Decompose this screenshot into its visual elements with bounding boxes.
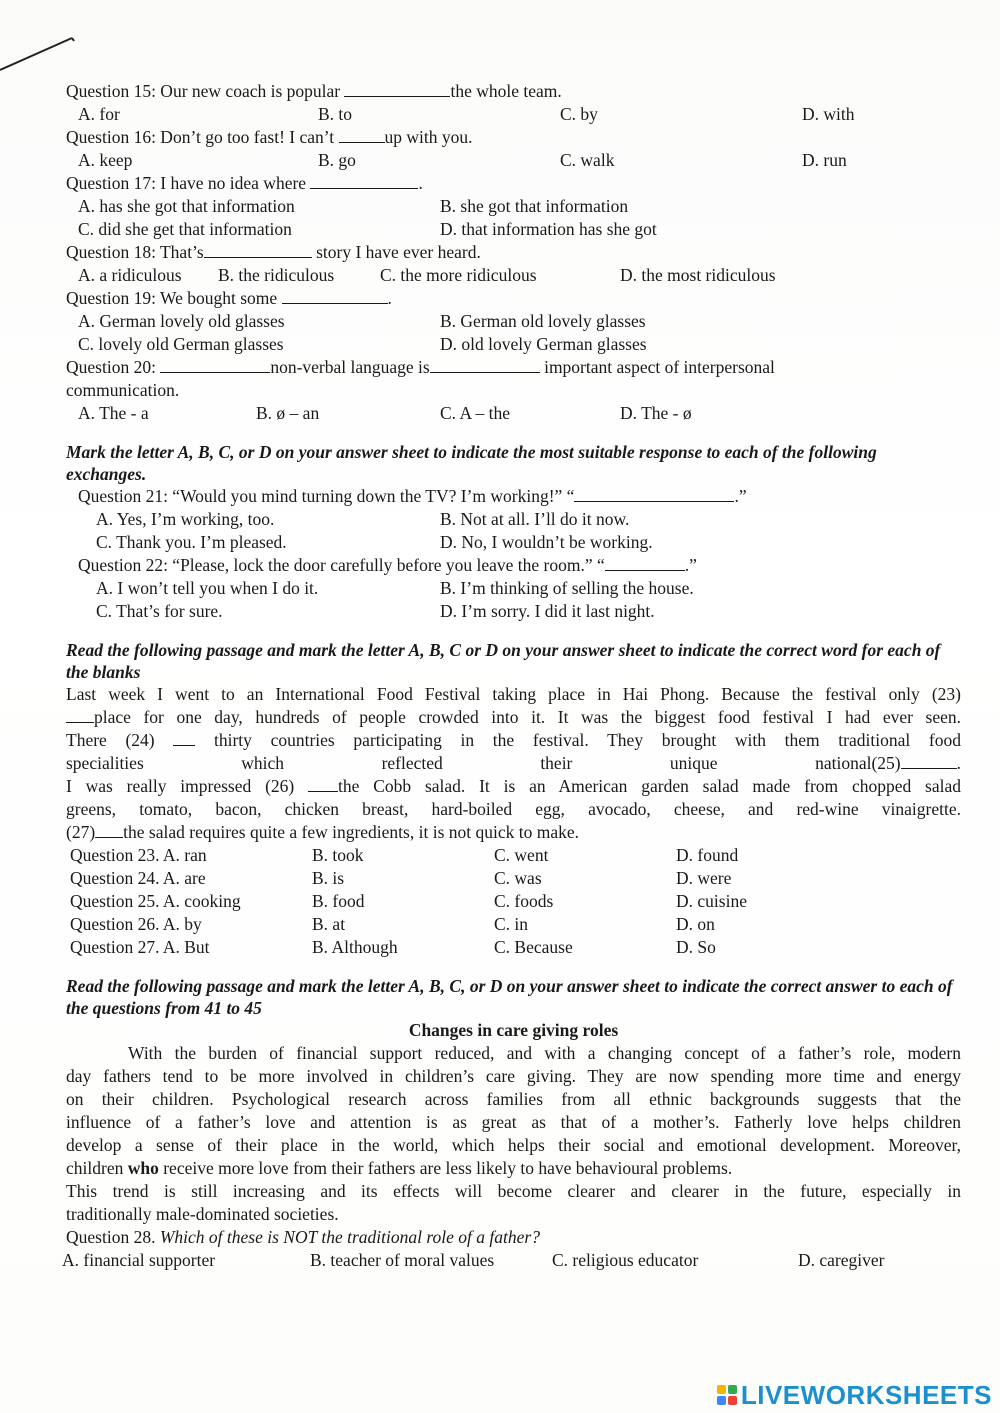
option-b: B. to (318, 104, 353, 124)
option-c: C. walk (560, 150, 615, 170)
option-b: B. I’m thinking of selling the house. (440, 578, 694, 598)
option-b: B. Not at all. I’ll do it now. (440, 509, 630, 529)
question-21-stem: Question 21: “Would you mind turning down the TV? I’m working!” “ .” (78, 486, 747, 506)
question-22-options-row-1 (66, 577, 961, 600)
question-27-option-c: C. Because (494, 937, 573, 957)
passage-line-8: traditionally male-dominated societies. (66, 1204, 339, 1224)
option-d: D. run (802, 150, 847, 170)
question-25-option-c: C. foods (494, 891, 554, 911)
passage-line-3: on their children. Psychological research across families from all ethnic backgrounds suggests that the (66, 1089, 961, 1109)
question-26-option-c: C. in (494, 914, 529, 934)
option-d: D. with (802, 104, 855, 124)
worksheet-content (62, 80, 961, 1272)
answer-blank (344, 80, 450, 97)
passage-line-2: day fathers tend to be more involved in children’s care giving. They are now spending more time and energy (66, 1066, 961, 1086)
question-28-stem: Question 28. Which of these is NOT the traditional role of a father? (66, 1227, 540, 1247)
question-18-stem: Question 18: That’s story I have ever heard. (66, 242, 481, 262)
question-17-options-row-1 (66, 195, 961, 218)
question-25-option-b: B. food (312, 891, 365, 911)
question-27-options (66, 936, 961, 959)
question-23-option-a: Question 23. A. ran (70, 845, 207, 865)
question-25-options (66, 890, 961, 913)
option-a: A. Yes, I’m working, too. (96, 509, 275, 529)
answer-blank-23 (66, 706, 94, 723)
answer-blank-24 (173, 729, 195, 746)
question-23-option-d: D. found (676, 845, 739, 865)
page-corner-fold-mark (0, 0, 90, 80)
answer-blank (339, 126, 385, 143)
question-23-option-c: C. went (494, 845, 549, 865)
question-25-option-a: Question 25. A. cooking (70, 891, 241, 911)
passage-line-6: children who receive more love from their fathers are less likely to have behavioural problems. (66, 1158, 733, 1178)
passage-line-7: This trend is still increasing and its effects will become clearer and clearer in the future, especially in (66, 1181, 961, 1201)
option-d: D. that information has she got (440, 219, 657, 239)
cloze-line-6: greens, tomato, bacon, chicken breast, hard-boiled egg, avocado, cheese, and red-wine vinaigrette. (66, 799, 961, 819)
cloze-line-1: Last week I went to an International Food Festival taking place in Hai Phong. Because the festival only (23) (66, 684, 961, 704)
option-a: A. has she got that information (78, 196, 295, 216)
answer-blank (204, 241, 312, 258)
highlighted-word: who (127, 1158, 159, 1178)
question-21-options-row-1 (66, 508, 961, 531)
answer-blank (310, 172, 418, 189)
option-d: D. the most ridiculous (620, 265, 776, 285)
liveworksheets-watermark (717, 1381, 992, 1409)
option-d: D. old lovely German glasses (440, 334, 647, 354)
question-22-stem: Question 22: “Please, lock the door carefully before you leave the room.” “ .” (78, 555, 697, 575)
question-27-option-d: D. So (676, 937, 716, 957)
answer-blank (430, 356, 540, 373)
question-25-option-d: D. cuisine (676, 891, 747, 911)
question-26-option-d: D. on (676, 914, 715, 934)
question-22-options-row-2 (66, 600, 961, 623)
question-15-stem: Question 15: Our new coach is popular the whole team. (66, 81, 562, 101)
passage-line-1: With the burden of financial support reduced, and with a changing concept of a father’s role, modern (128, 1043, 961, 1063)
question-16-stem: Question 16: Don’t go too fast! I can’t up with you. (66, 127, 473, 147)
reading-instruction: Read the following passage and mark the letter A, B, C, or D on your answer sheet to indicate the correct answer to each of the questions from 41 to 45 (66, 976, 953, 1018)
question-27-option-a: Question 27. A. But (70, 937, 210, 957)
cloze-line-5: I was really impressed (26) the Cobb salad. It is an American garden salad made from chopped salad (66, 776, 961, 796)
option-c: C. did she get that information (78, 219, 292, 239)
question-18-options (66, 264, 961, 287)
question-17-options-row-2 (66, 218, 961, 241)
option-b: B. she got that information (440, 196, 629, 216)
question-24-option-c: C. was (494, 868, 542, 888)
option-d: D. I’m sorry. I did it last night. (440, 601, 655, 621)
option-d: D. caregiver (798, 1250, 885, 1270)
question-23-option-b: B. took (312, 845, 364, 865)
option-c: C. That’s for sure. (96, 601, 223, 621)
cloze-line-3: There (24) thirty countries participating in the festival. They brought with them traditional food (66, 730, 961, 750)
watermark-text: LIVEWORKSHEETS (740, 1379, 992, 1410)
question-20-stem-continued: communication. (66, 380, 180, 400)
option-a: A. a ridiculous (78, 265, 182, 285)
question-26-option-b: B. at (312, 914, 346, 934)
option-a: A. I won’t tell you when I do it. (96, 578, 319, 598)
option-c: C. Thank you. I’m pleased. (96, 532, 287, 552)
question-24-option-d: D. were (676, 868, 732, 888)
option-c: C. by (560, 104, 598, 124)
question-24-option-a: Question 24. A. are (70, 868, 206, 888)
option-d: D. No, I wouldn’t be working. (440, 532, 653, 552)
option-b: B. German old lovely glasses (440, 311, 646, 331)
cloze-instruction: Read the following passage and mark the letter A, B, C or D on your answer sheet to indicate the correct word for each of the blanks (66, 640, 941, 682)
question-16-options (66, 149, 961, 172)
cloze-line-4: specialities which reflected their unique national(25) . (66, 753, 961, 773)
question-19-options-row-2 (66, 333, 961, 356)
question-17-stem: Question 17: I have no idea where . (66, 173, 423, 193)
passage-title: Changes in care giving roles (408, 1020, 619, 1040)
question-20-options (66, 402, 961, 425)
option-c: C. A – the (440, 403, 511, 423)
option-d: D. The - ø (620, 403, 692, 423)
option-a: A. financial supporter (62, 1250, 216, 1270)
option-b: B. the ridiculous (218, 265, 335, 285)
question-21-options-row-2 (66, 531, 961, 554)
passage-line-5: develop a sense of their place in the world, which helps their social and emotional development. Moreover, (66, 1135, 961, 1155)
question-27-option-b: B. Although (312, 937, 398, 957)
question-24-option-b: B. is (312, 868, 345, 888)
option-a: A. keep (78, 150, 133, 170)
liveworksheets-logo-icon (717, 1385, 737, 1405)
question-19-stem: Question 19: We bought some . (66, 288, 392, 308)
cloze-line-2: place for one day, hundreds of people crowded into it. It was the biggest food festival I had ever seen. (66, 706, 961, 729)
question-24-options (66, 867, 961, 890)
answer-blank (605, 554, 685, 571)
option-b: B. ø – an (256, 403, 320, 423)
option-a: A. for (78, 104, 120, 124)
cloze-line-7: (27) the salad requires quite a few ingredients, it is not quick to make. (66, 822, 580, 842)
option-a: A. German lovely old glasses (78, 311, 285, 331)
question-28-options (62, 1249, 961, 1272)
answer-blank (282, 287, 388, 304)
answer-blank (160, 356, 270, 373)
option-b: B. go (318, 150, 356, 170)
question-19-options-row-1 (66, 310, 961, 333)
option-c: C. lovely old German glasses (78, 334, 284, 354)
question-26-option-a: Question 26. A. by (70, 914, 202, 934)
question-15-options (66, 103, 961, 126)
option-b: B. teacher of moral values (310, 1250, 495, 1270)
question-20-stem: Question 20: non-verbal language is important aspect of interpersonal (66, 357, 775, 377)
exchanges-instruction: Mark the letter A, B, C, or D on your answer sheet to indicate the most suitable response to each of the following exchanges. (66, 442, 877, 484)
answer-blank-26 (308, 775, 338, 792)
question-23-options (66, 844, 961, 867)
answer-blank-27 (95, 821, 123, 838)
option-a: A. The - a (78, 403, 149, 423)
option-c: C. the more ridiculous (380, 265, 537, 285)
passage-line-4: influence of a father’s love and attention is as great as that of a mother’s. Fatherly love helps children (66, 1112, 961, 1132)
answer-blank-25 (901, 752, 957, 769)
question-26-options (66, 913, 961, 936)
answer-blank (574, 485, 734, 502)
option-c: C. religious educator (552, 1250, 699, 1270)
